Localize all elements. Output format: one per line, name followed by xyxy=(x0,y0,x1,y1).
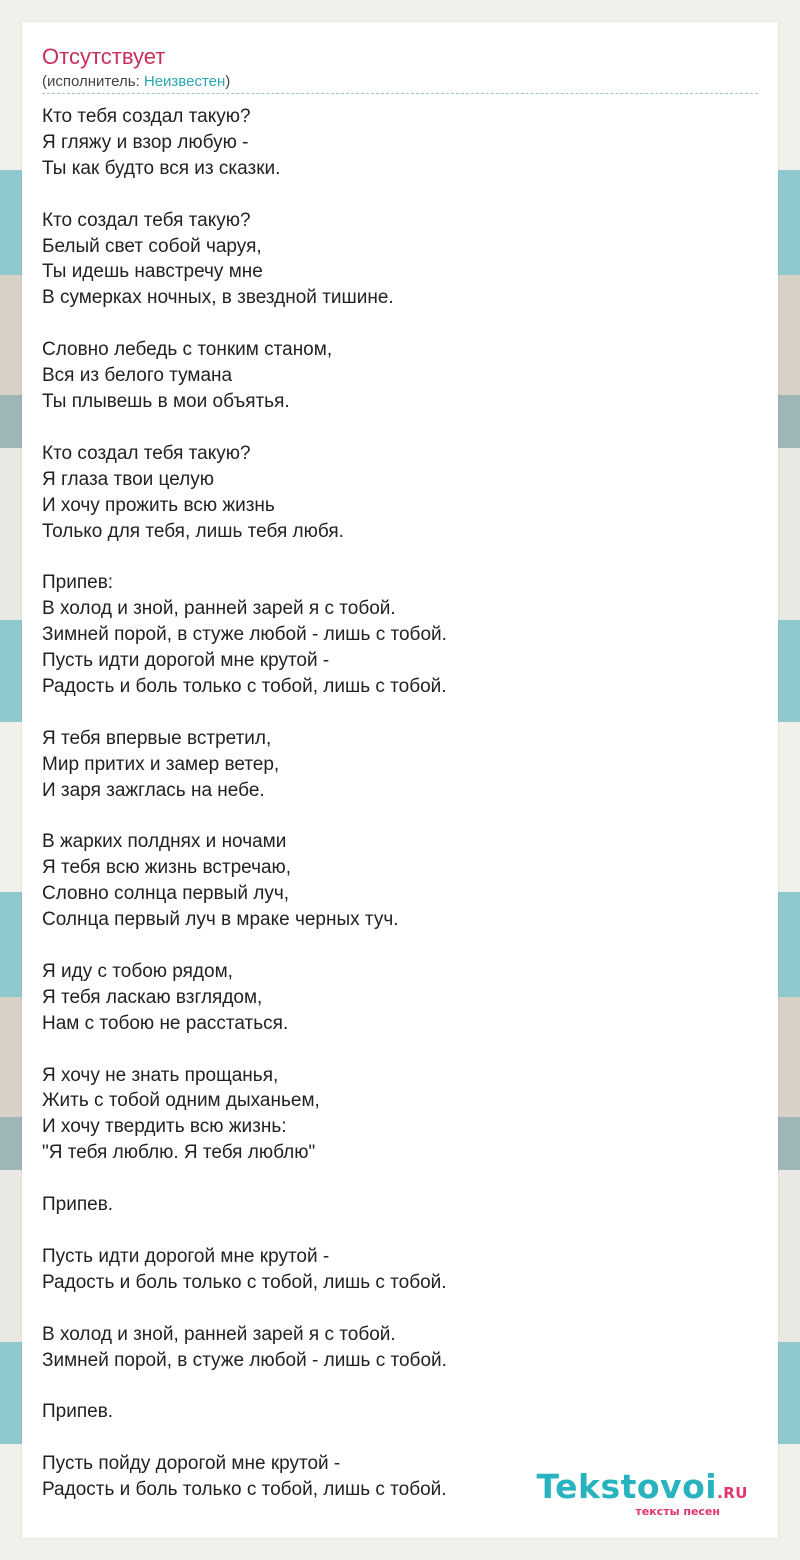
logo-tagline: тексты песен xyxy=(635,1505,720,1518)
site-logo[interactable] xyxy=(536,1467,748,1518)
artist-link[interactable]: Неизвестен xyxy=(143,73,226,90)
artist-suffix: ) xyxy=(225,73,231,90)
lyrics-text: Кто тебя создал такую? Я гляжу и взор любую - Ты как будто вся из сказки. Кто создал тебя такую? Белый свет собой чаруя, Ты идешь навстречу мне В сумерках ночных, в звездной тишине. Словно лебедь с тонким станом, Вся из белого тумана Ты плывешь в мои объятья. Кто создал тебя такую? Я глаза твои целую И хочу прожить всю жизнь Только для тебя, лишь тебя любя. Припев: В холод и зной, ранней зарей я с тобой. Зимней порой, в стуже любой - лишь с тобой. Пусть идти дорогой мне крутой - Радость и боль только с тобой, лишь с тобой. Я тебя впервые встретил, Мир притих и замер ветер, И заря зажглась на небе. В жарких полднях и ночами Я тебя всю жизнь встречаю, Словно солнца первый луч, Солнца первый луч в мраке черных туч. Я иду с тобою рядом, Я тебя ласкаю взглядом, Нам с тобою не расстаться. Я хочу не знать прощанья, Жить с тобой одним дыханьем, И хочу твердить всю жизнь: "Я тебя люблю. Я тебя люблю" Припев. Пусть идти дорогой мне крутой - Радость и боль только с тобой, лишь с тобой. В холод и зной, ранней зарей я с тобой. Зимней порой, в стуже любой - лишь с тобой. Припев. Пусть пойду дорогой мне крутой - Радость и боль только с тобой, лишь с тобой. xyxy=(42,106,447,1501)
logo-wordmark xyxy=(536,1467,748,1510)
logo-tld: .RU xyxy=(717,1484,748,1502)
dashed-divider xyxy=(42,93,758,94)
song-title: Отсутствует xyxy=(42,44,166,69)
lyrics-card xyxy=(22,22,778,1538)
logo-name: Tekstovoi xyxy=(536,1467,718,1506)
artist-line xyxy=(42,72,230,92)
artist-prefix: (исполнитель: xyxy=(42,73,144,90)
